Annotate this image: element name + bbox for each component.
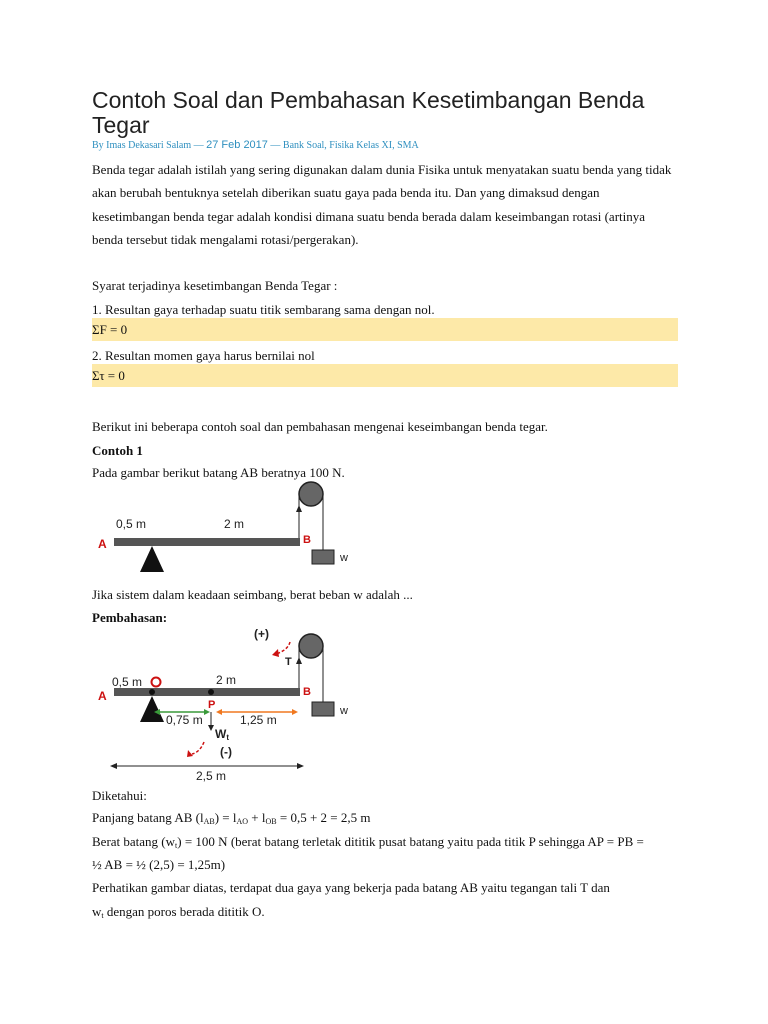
article-title: Contoh Soal dan Pembahasan Kesetimbangan Benda Tegar [92,87,645,138]
distance-1-25m: 1,25 m [240,713,277,727]
poros-line: $w_t$ dengan poros berada dititik O. [92,904,265,920]
negative-torque-label: (-) [220,745,232,759]
figure-1-diagram [92,478,392,578]
pulley [299,634,323,658]
condition-1: 1. Resultan gaya terhadap suatu titik sembarang sama dengan nol. [92,302,435,317]
date-link[interactable]: 27 Feb 2017 [206,139,268,151]
positive-rotation-arrow-icon [272,649,279,657]
arrow-left-icon [110,763,117,769]
label-b: B [303,686,311,698]
condition-2: 2. Resultan momen gaya harus bernilai nol [92,348,315,363]
problem-text: Pada gambar berikut batang AB beratnya 100 N. [92,465,345,480]
tension-arrow-icon [296,505,302,512]
examples-intro: Berikut ini beberapa contoh soal dan pembahasan mengenai keseimbangan benda tegar. [92,419,548,434]
intro-paragraph: Benda tegar adalah istilah yang sering digunakan dalam dunia Fisika untuk menyatakan suatu benda yang tidak akan berubah bentuknya setelah diberikan suatu gaya pada benda itu. Dan yang dimaksud dengan kesetimbangan benda tegar adalah kondisi dimana suatu benda berada dalam keseimbangan rotasi (artinya benda tersebut tidak mengalami rotasi/pergerakan). [92,162,672,247]
tension-label-t: T [285,656,292,668]
distance-0-5m: 0,5 m [116,517,147,531]
meta-separator: — [191,140,207,151]
fulcrum-icon [140,546,164,572]
meta-separator: — [267,140,283,151]
fulcrum-icon [140,696,164,722]
weight-label-w: w [340,705,348,717]
arrow-down-icon [208,725,214,731]
article-meta [92,139,419,151]
label-p: P [208,699,216,711]
beam-ab [114,688,300,696]
panjang-batang-line: Panjang batang AB $(l_{AB}) = l_{AO} + l_{OB} = 0,5 + 2 = 2,5$ m [92,810,371,826]
distance-2m: 2 m [216,673,237,687]
weight-block [312,702,334,716]
negative-rotation-arrow [192,742,204,754]
tension-arrow-icon [296,657,302,664]
center-point-p [208,689,214,695]
label-a: A [98,537,107,551]
weight-block [312,550,334,564]
syarat-title: Syarat terjadinya kesetimbangan Benda Tegar : [92,278,338,293]
example-label: Contoh 1 [92,443,143,458]
arrow-right-icon [292,709,298,715]
half-length-line: ½ AB = ½ (2,5) = 1,25m) [92,857,226,872]
category-links[interactable]: Bank Soal, Fisika Kelas XI, SMA [282,140,419,151]
perhatikan-line: Perhatikan gambar diatas, terdapat dua gaya yang bekerja pada batang AB yaitu tegangan tali T dan [92,880,610,895]
arrow-left-icon [216,709,222,715]
distance-2m: 2 m [224,517,245,531]
pivot-o-marker-icon [152,678,161,687]
question-text: Jika sistem dalam keadaan seimbang, berat beban w adalah ... [92,587,413,602]
arrow-right-icon [297,763,304,769]
distance-2-5m: 2,5 m [196,769,227,783]
equation-sum-torque: Στ = 0 [92,364,678,387]
positive-torque-label: (+) [254,627,269,641]
label-b: B [303,534,311,546]
distance-0-75m: 0,75 m [166,713,203,727]
berat-batang-line: Berat batang $(w_t) = 100$ N (berat batang terletak dititik pusat batang yaitu pada titik P sehingga AP = PB = [92,834,644,850]
author-link[interactable]: By Imas Dekasari Salam [92,140,192,151]
beam-weight-label: Wt [215,727,229,742]
diketahui-label: Diketahui: [92,788,147,803]
pivot-point-o [149,689,155,695]
label-a: A [98,689,107,703]
distance-0-5m: 0,5 m [112,675,143,689]
weight-label-w: w [340,552,348,564]
pulley [299,482,323,506]
equation-sum-force: ΣF = 0 [92,318,678,341]
beam-ab [114,538,300,546]
figure-2-diagram [92,624,392,786]
pembahasan-label: Pembahasan: [92,610,168,625]
